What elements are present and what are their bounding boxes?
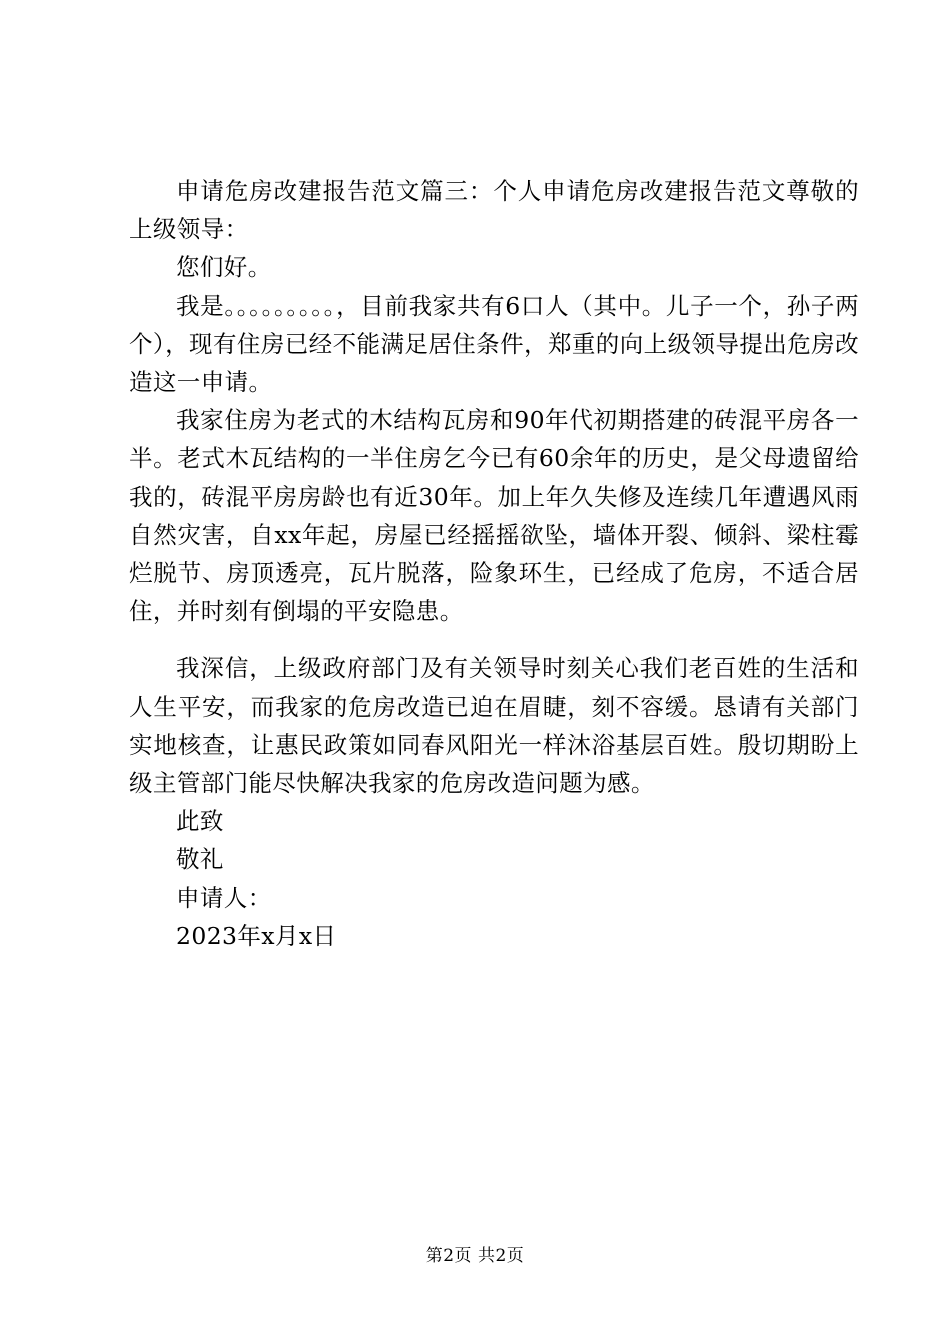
closing-line-1: 此致 bbox=[176, 807, 224, 836]
date-line: 2023年x月x日 bbox=[176, 921, 337, 950]
document-body bbox=[129, 172, 859, 955]
heading-paragraph: 申请危房改建报告范文篇三：个人申请危房改建报告范文尊敬的上级领导： bbox=[129, 177, 859, 244]
greeting: 您们好。 bbox=[176, 253, 272, 282]
applicant-label: 申请人： bbox=[176, 883, 272, 912]
intro-paragraph: 我是。。。。。。。。。，目前我家共有6口人（其中。儿子一个，孙子两个），现有住房已经不能满足居住条件，郑重的向上级领导提出危房改造这一申请。 bbox=[129, 291, 859, 397]
page-footer: 第2页 共2页 bbox=[425, 1246, 525, 1266]
request-paragraph: 我深信，上级政府部门及有关领导时刻关心我们老百姓的生活和人生平安，而我家的危房改造已迫在眉睫，刻不容缓。恳请有关部门实地核查，让惠民政策如同春风阳光一样沐浴基层百姓。殷切期盼上级主管部门能尽快解决我家的危房改造问题为感。 bbox=[129, 654, 859, 798]
closing-line-2: 敬礼 bbox=[176, 845, 224, 874]
housing-description-paragraph: 我家住房为老式的木结构瓦房和90年代初期搭建的砖混平房各一半。老式木瓦结构的一半住房乞今已有60余年的历史，是父母遗留给我的，砖混平房房龄也有近30年。加上年久失修及连续几年遭遇风雨自然灾害，自xx年起，房屋已经摇摇欲坠，墙体开裂、倾斜、梁柱霉烂脱节、房顶透亮，瓦片脱落，险象环生，已经成了危房，不适合居住，并时刻有倒塌的平安隐患。 bbox=[129, 406, 859, 626]
